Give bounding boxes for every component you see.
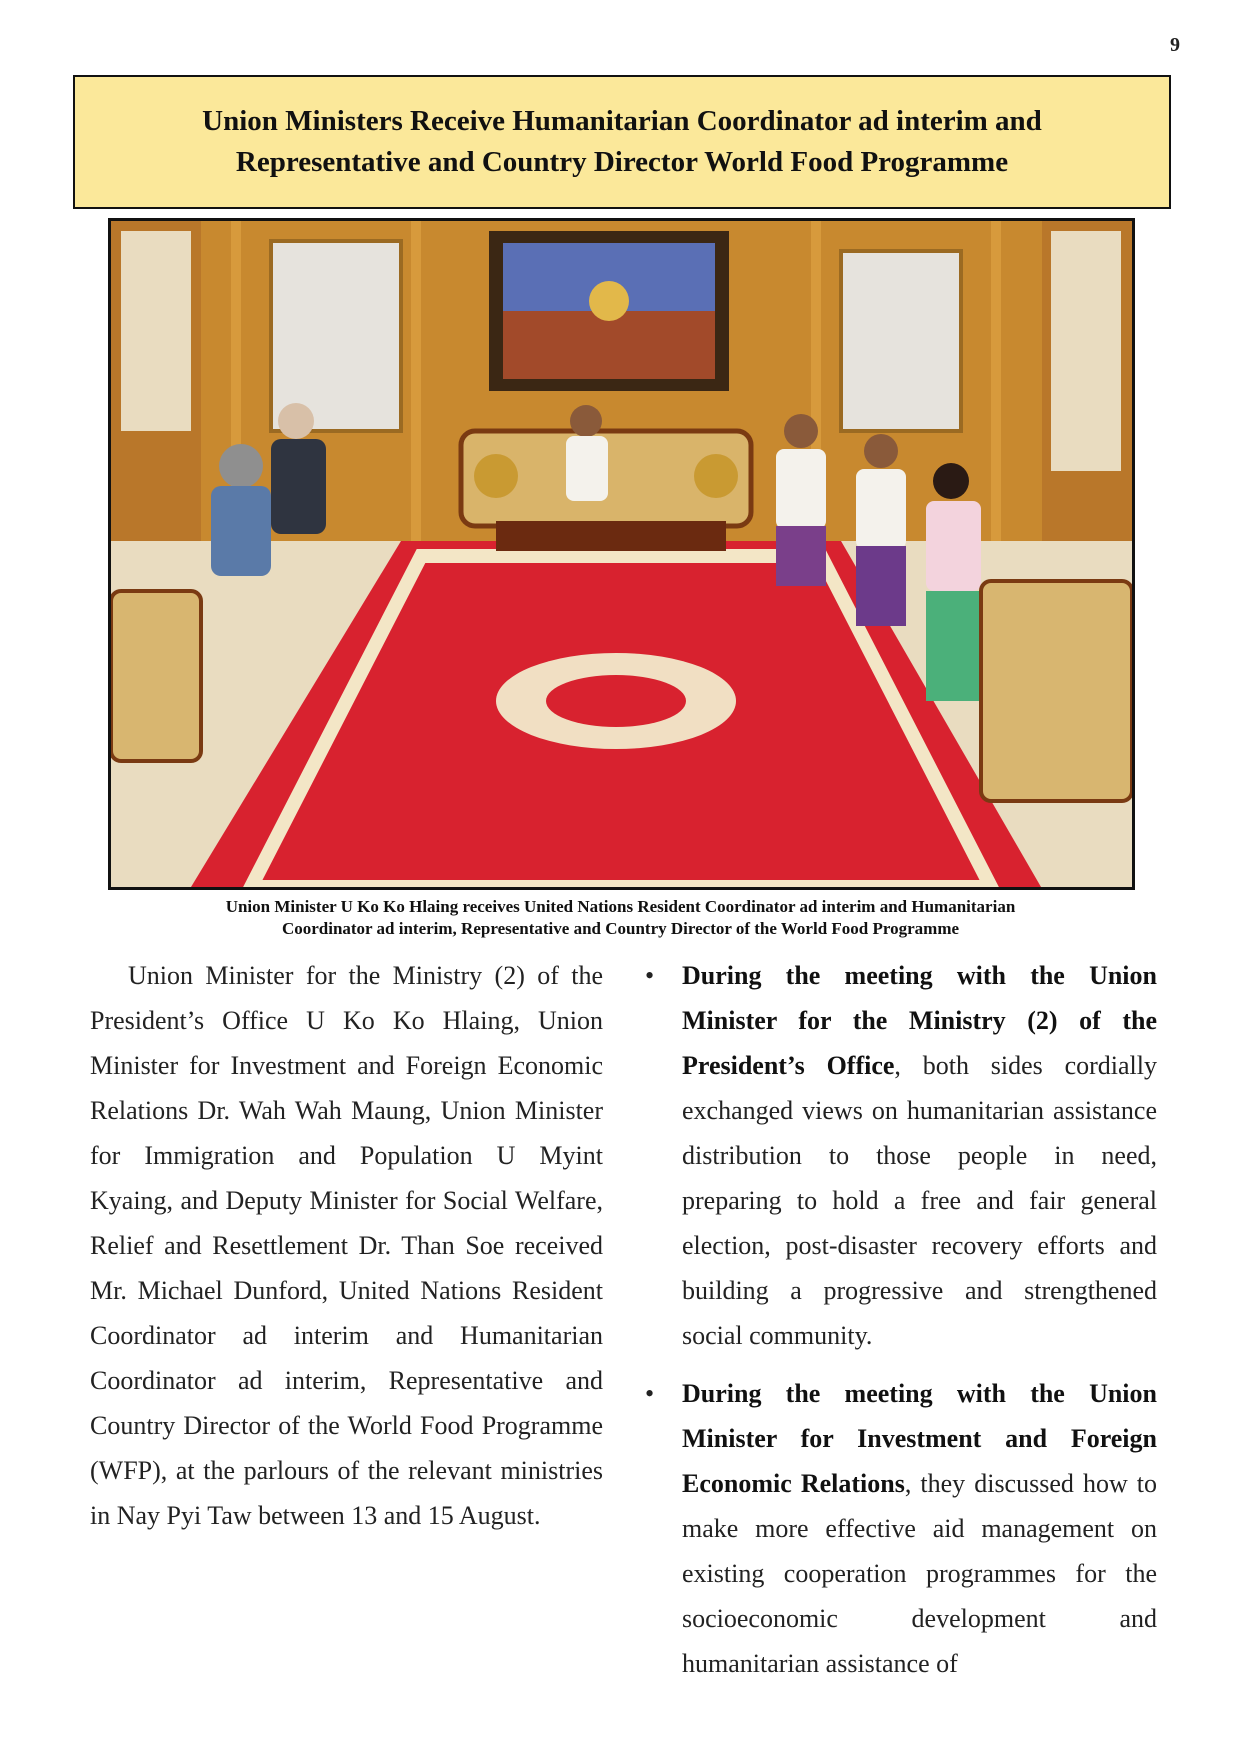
bullet-text: , they discussed how to make more effective aid management on existing cooperation programmes for the socioeconomic development and humanitarian assistance of: [682, 1469, 1157, 1678]
official-figure-3: [926, 501, 981, 591]
left-curtain: [271, 241, 401, 431]
left-armchair: [111, 591, 201, 761]
right-column: [642, 953, 1157, 1699]
meeting-photo-illustration: [111, 221, 1132, 887]
bullet-text: , both sides cordially exchanged views on humanitarian assistance distribution to those people in need, preparing to hold a free and fair general election, post-disaster recovery efforts and building a progressive and strengthened social community.: [682, 1051, 1157, 1350]
guest-figure-2: [271, 439, 326, 534]
left-window: [121, 231, 191, 431]
right-window: [1051, 231, 1121, 471]
left-column: [90, 953, 603, 1538]
caption-line-1: Union Minister U Ko Ko Hlaing receives United Nations Resident Coordinator ad interim and Humanitarian: [225, 897, 1016, 916]
page-number: 9: [1170, 34, 1180, 56]
bullet-dot: •: [645, 961, 655, 990]
caption-line-2: Coordinator ad interim, Representative and Country Director of the World Food Programme: [281, 919, 960, 938]
bullet-item: [642, 1371, 1157, 1686]
coffee-table: [496, 521, 726, 551]
headline-box: [73, 75, 1171, 209]
bullet-dot: •: [645, 1379, 655, 1408]
bullet-item: [642, 953, 1157, 1358]
headline-line-1: Union Ministers Receive Humanitarian Coordinator ad interim and: [202, 105, 1042, 137]
right-armchair: [981, 581, 1132, 801]
bullet-heading: During the meeting with the Union Minister for Investment and Foreign Economic Relations: [682, 1379, 1157, 1498]
official-figure-1: [776, 449, 826, 529]
official-figure-2: [856, 469, 906, 549]
guest-figure-1: [211, 486, 271, 576]
headline-line-2: Representative and Country Director World Food Programme: [235, 146, 1009, 178]
meeting-photo: [108, 218, 1135, 890]
intro-paragraph: Union Minister for the Ministry (2) of the President’s Office U Ko Ko Hlaing, Union Minister for Investment and Foreign Economic Relations Dr. Wah Wah Maung, Union Minister for Immigration and Population U Myint Kyaing, and Deputy Minister for Social Welfare, Relief and Resettlement Dr. Than Soe received Mr. Michael Dunford, United Nations Resident Coordinator ad interim and Humanitarian Coordinator ad interim, Representative and Country Director of the World Food Programme (WFP), at the parlours of the relevant ministries in Nay Pyi Taw between 13 and 15 August.: [90, 961, 603, 1530]
photo-caption: [100, 896, 1141, 940]
bullet-heading: During the meeting with the Union Minister for the Ministry (2) of the President’s Office: [682, 961, 1157, 1080]
host-figure: [566, 436, 608, 501]
right-curtain: [841, 251, 961, 431]
